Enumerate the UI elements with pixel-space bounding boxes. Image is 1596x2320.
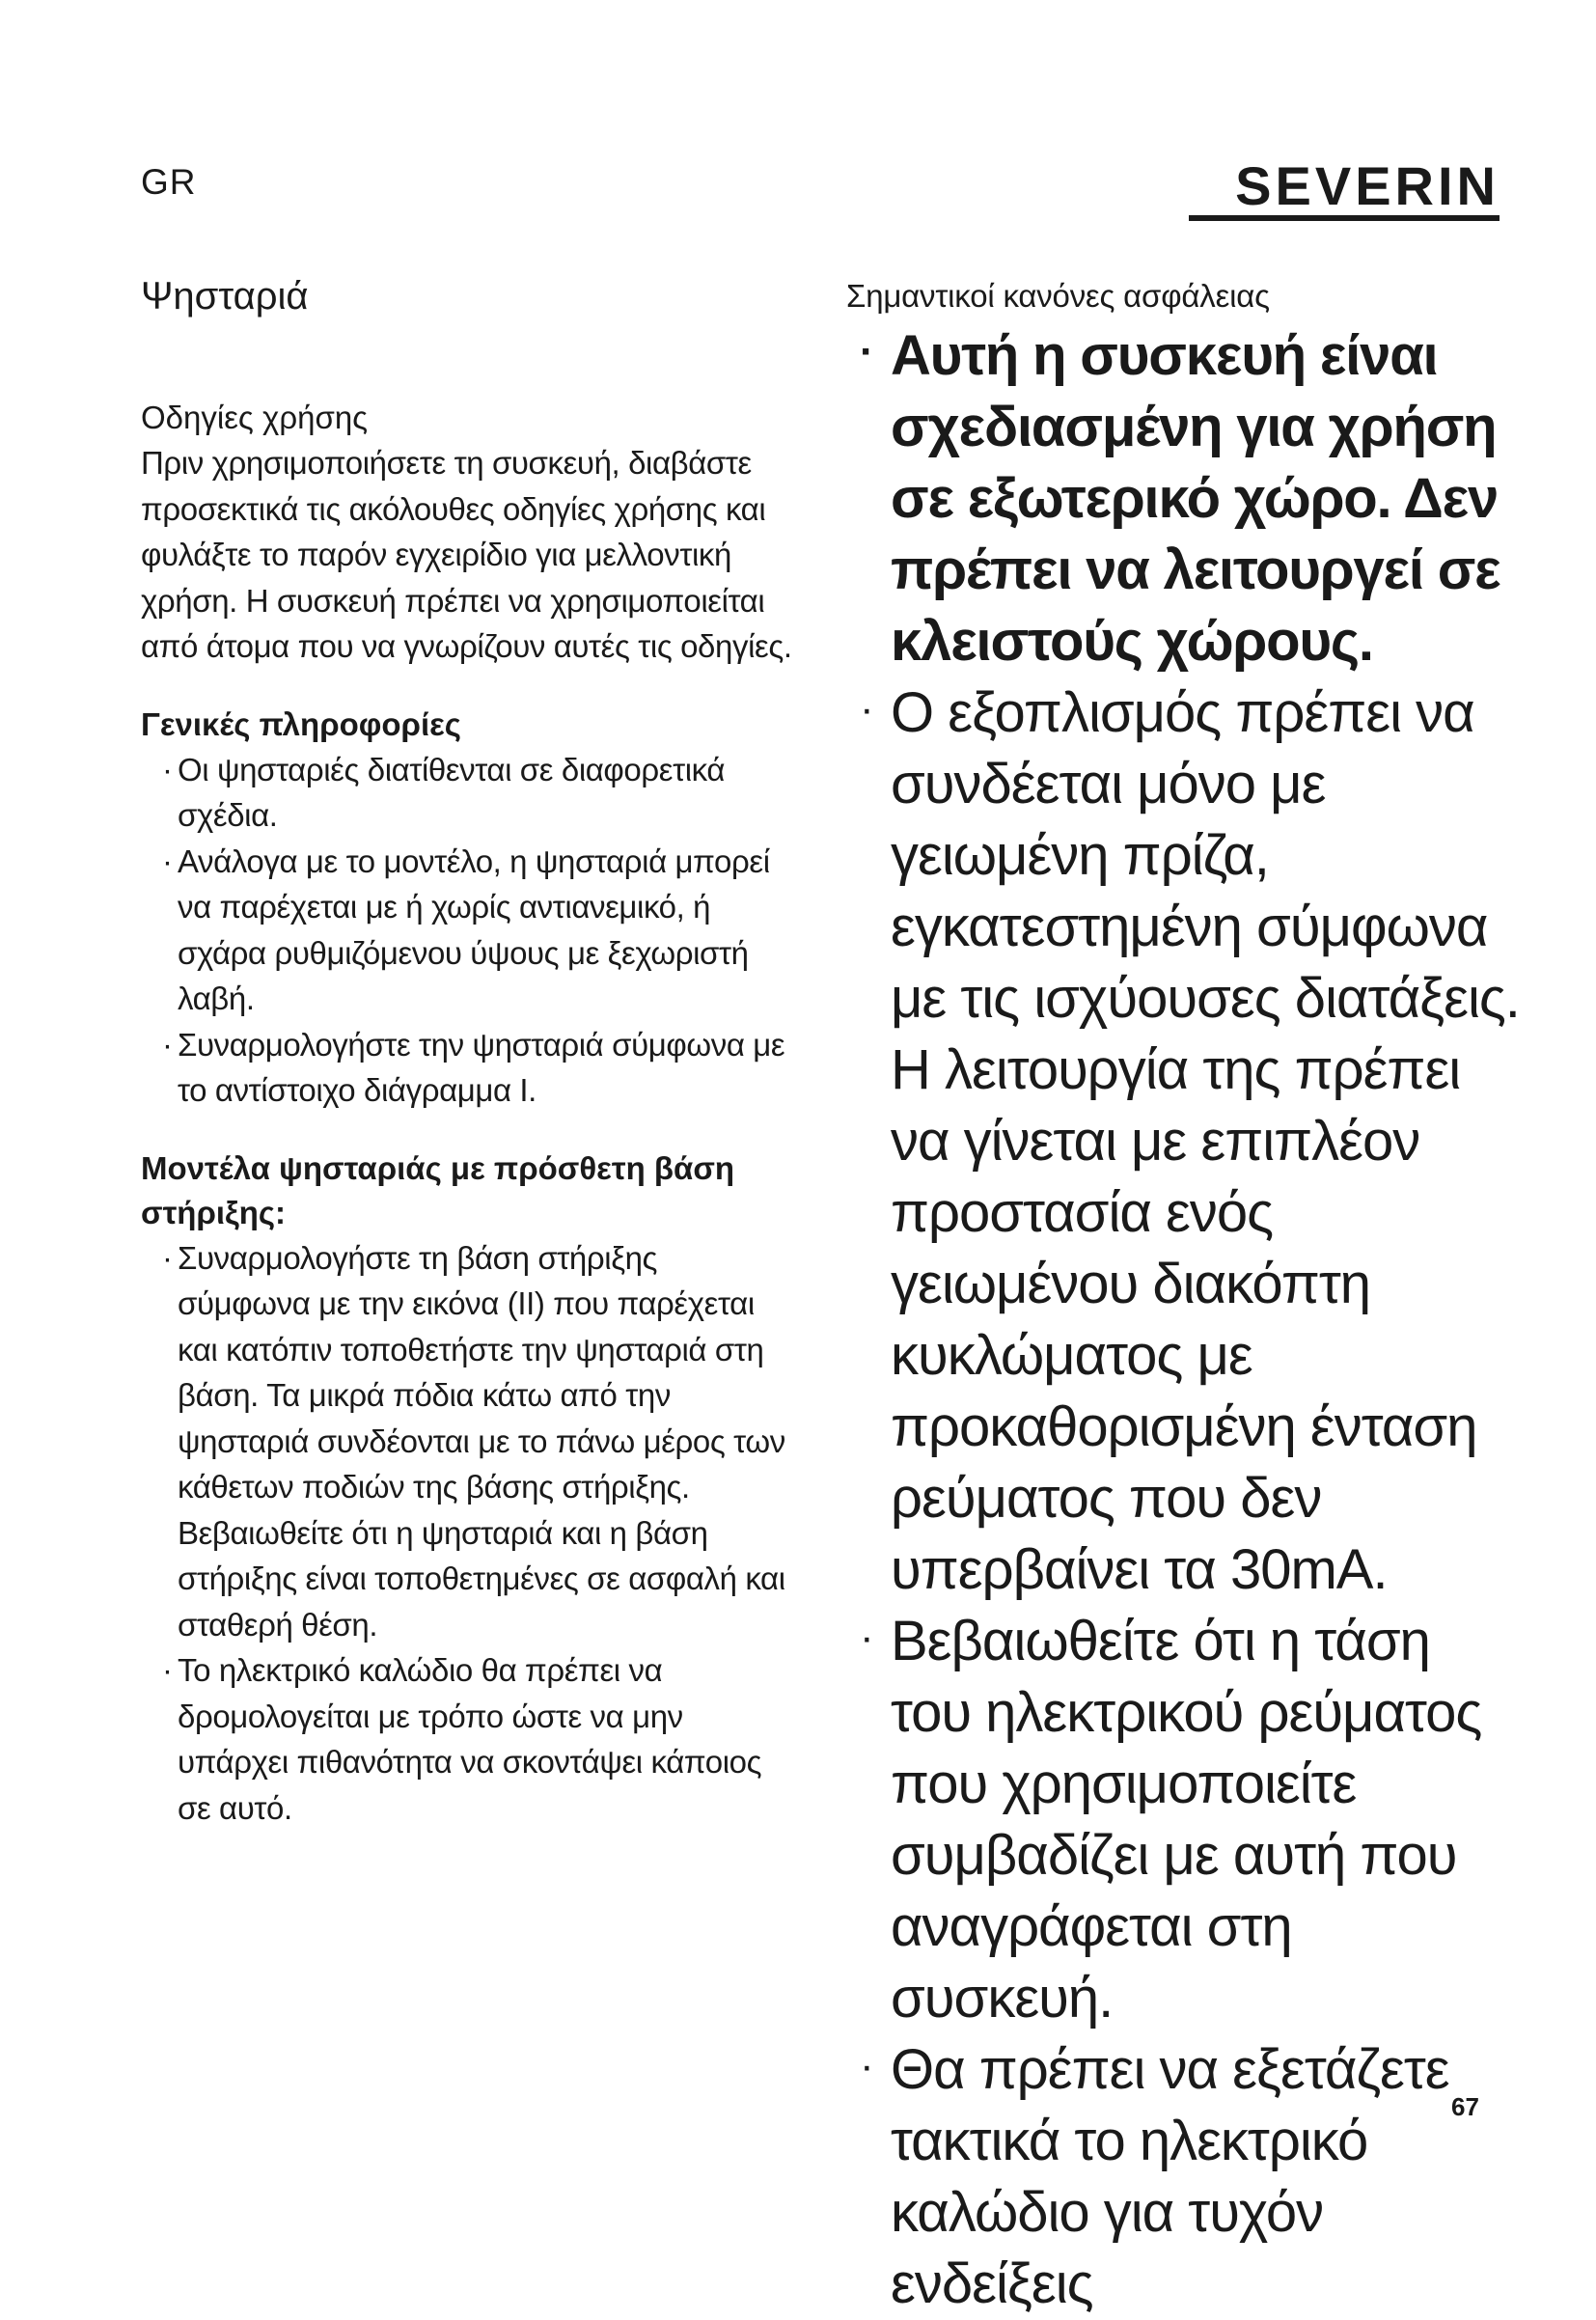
left-column: [141, 272, 797, 1831]
list-item-text: Οι ψησταριές διατίθενται σε διαφορετικά σχέδια.: [178, 751, 726, 833]
list-item-text: Θα πρέπει να εξετάζετε τακτικά το ηλεκτρικό καλώδιο για τυχόν ενδείξεις: [891, 2038, 1449, 2315]
list-item-text: Το ηλεκτρικό καλώδιο θα πρέπει να δρομολογείται με τρόπο ώστε να μην υπάρχει πιθανότητα να σκοντάψει κάποιος σε αυτό.: [178, 1652, 762, 1826]
right-column: [846, 276, 1522, 2320]
list-item: · Θα πρέπει να εξετάζετε τακτικά το ηλεκτρικό καλώδιο για τυχόν ενδείξεις: [860, 2038, 1449, 2315]
brand-logo: [1185, 155, 1500, 222]
list-item: · Βεβαιωθείτε ότι η τάση του ηλεκτρικού ρεύματος που χρησιμοποιείτε συμβαδίζει με αυτή που αναγράφεται στη συσκευή.: [860, 1610, 1482, 2030]
list-item: · Συναρμολογήστε τη βάση στήριξης σύμφωνα με την εικόνα (II) που παρέχεται και κατόπιν τοποθετήστε την ψησταριά στη βάση. Τα μικρά πόδια κάτω από την ψησταριά συνδέονται με το πάνω μέρος των κάθετων ποδιών της βάσης στήριξης. Βεβαιωθείτε ότι η ψησταριά και η βάση στήριξης είναι τοποθετημένες σε ασφαλή και σταθερή θέση.: [141, 1235, 797, 1648]
list-item-text: Συναρμολογήστε την ψησταριά σύμφωνα με το αντίστοιχο διάγραμμα I.: [178, 1026, 785, 1108]
list-item: · Το ηλεκτρικό καλώδιο θα πρέπει να δρομολογείται με τρόπο ώστε να μην υπάρχει πιθανότητα να σκοντάψει κάποιος σε αυτό.: [162, 1652, 762, 1826]
stand-models-heading: Μοντέλα ψησταριάς με πρόσθετη βάση στήριξης:: [141, 1149, 735, 1230]
list-item-text: Βεβαιωθείτε ότι η τάση του ηλεκτρικού ρεύματος που χρησιμοποιείτε συμβαδίζει με αυτή που αναγράφεται στη συσκευή.: [891, 1610, 1482, 2030]
document-title: Ψησταριά: [141, 275, 309, 318]
stand-models-list: [141, 1235, 797, 1832]
language-code: GR: [141, 162, 197, 202]
list-item-continuation: Βεβαιωθείτε ότι η ψησταριά και η βάση στήριξης είναι τοποθετημένες σε ασφαλή και σταθερή θέση.: [178, 1514, 785, 1643]
safety-rules-list: [846, 320, 1522, 2320]
list-item-text: Αυτή η συσκευή είναι σχεδιασμένη για χρήση σε εξωτερικό χώρο. Δεν πρέπει να λειτουργεί σε κλειστούς χώρους.: [891, 324, 1500, 673]
list-item: · Οι ψησταριές διατίθενται σε διαφορετικά σχέδια.: [162, 751, 726, 833]
list-item-text: Συναρμολογήστε τη βάση στήριξης σύμφωνα με την εικόνα (II) που παρέχεται και κατόπιν τοποθετήστε την ψησταριά στη βάση. Τα μικρά πόδια κάτω από την ψησταριά συνδέονται με το πάνω μέρος των κάθετων ποδιών της βάσης στήριξης.: [178, 1239, 785, 1505]
safety-rules-heading: Σημαντικοί κανόνες ασφάλειας: [846, 278, 1270, 314]
list-item: · Συναρμολογήστε την ψησταριά σύμφωνα με το αντίστοιχο διάγραμμα I.: [162, 1026, 785, 1108]
list-item-text: Ο εξοπλισμός πρέπει να συνδέεται μόνο με γειωμένη πρίζα, εγκατεστημένη σύμφωνα με τις ισχύουσες διατάξεις. Η λειτουργία της πρέπει να γίνεται με επιπλέον προστασία ενός γειωμένου διακόπτη κυκλώματος με προκαθορισμένη ένταση ρεύματος που δεν υπερβαίνει τα 30mA.: [891, 681, 1520, 1601]
list-item: · Ανάλογα με το μοντέλο, η ψησταριά μπορεί να παρέχεται με ή χωρίς αντιανεμικό, ή σχάρα ρυθμιζόμενου ύψους με ξεχωριστή λαβή.: [162, 842, 770, 1016]
brand-logo-text: SEVERIN: [1235, 155, 1500, 216]
list-item: · Αυτή η συσκευή είναι σχεδιασμένη για χρήση σε εξωτερικό χώρο. Δεν πρέπει να λειτουργεί σε κλειστούς χώρους.: [860, 324, 1500, 673]
list-item-text: Ανάλογα με το μοντέλο, η ψησταριά μπορεί να παρέχεται με ή χωρίς αντιανεμικό, ή σχάρα ρυθμιζόμενου ύψους με ξεχωριστή λαβή.: [178, 842, 770, 1016]
general-info-heading: Γενικές πληροφορίες: [141, 705, 461, 742]
instructions-text: Πριν χρησιμοποιήσετε τη συσκευή, διαβάστε προσεκτικά τις ακόλουθες οδηγίες χρήσης και φυλάξτε το παρόν εγχειρίδιο για μελλοντική χρήση. Η συσκευή πρέπει να χρησιμοποιείται από άτομα που να γνωρίζουν αυτές τις οδηγίες.: [141, 445, 792, 664]
general-info-list: [141, 747, 797, 1114]
instructions-heading: Οδηγίες χρήσης: [141, 400, 369, 435]
list-item: · Ο εξοπλισμός πρέπει να συνδέεται μόνο με γειωμένη πρίζα, εγκατεστημένη σύμφωνα με τις ισχύουσες διατάξεις. Η λειτουργία της πρέπει να γίνεται με επιπλέον προστασία ενός γειωμένου διακόπτη κυκλώματος με προκαθορισμένη ένταση ρεύματος που δεν υπερβαίνει τα 30mA.: [860, 681, 1520, 1601]
page-number: 67: [1451, 2092, 1479, 2121]
